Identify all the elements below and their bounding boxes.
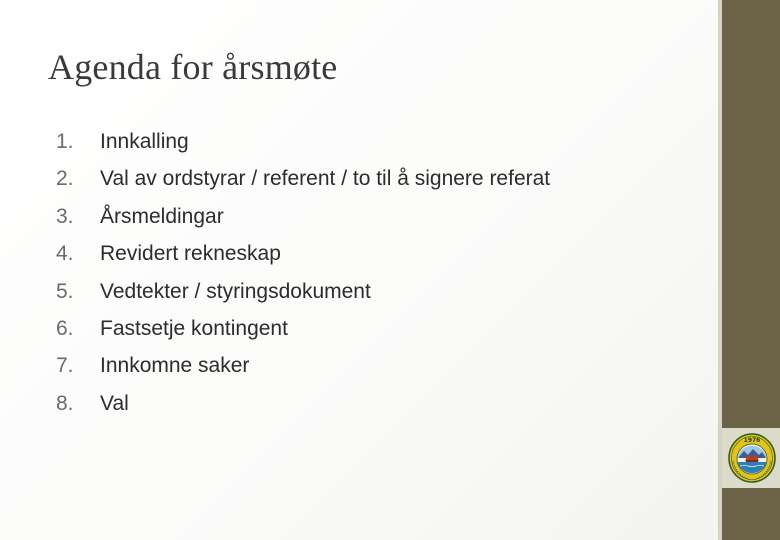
- agenda-item-3: [56, 205, 550, 242]
- agenda-item-5: [56, 280, 550, 317]
- agenda-item-number: 6.: [56, 316, 74, 340]
- agenda-item-number: 2.: [56, 167, 74, 191]
- agenda-item-number: 7.: [56, 354, 74, 378]
- agenda-item-7: [56, 354, 550, 391]
- agenda-item-text: Revidert rekneskap: [100, 242, 281, 266]
- agenda-item-4: [56, 242, 550, 279]
- agenda-item-8: [56, 392, 550, 429]
- agenda-item-text: Årsmeldingar: [100, 204, 224, 228]
- agenda-item-1: [56, 130, 550, 167]
- agenda-item-number: 4.: [56, 242, 74, 266]
- agenda-item-number: 1.: [56, 130, 74, 153]
- agenda-item-text: Innkomne saker: [100, 354, 250, 378]
- agenda-item-number: 3.: [56, 204, 74, 228]
- slide-title: Agenda for årsmøte: [48, 47, 338, 87]
- agenda-item-2: [56, 167, 550, 204]
- logo-year: 1976: [743, 437, 761, 444]
- agenda-item-number: 5.: [56, 279, 74, 303]
- agenda-item-number: 8.: [56, 391, 74, 415]
- club-emblem-logo-icon: [726, 431, 778, 485]
- agenda-list: [56, 130, 550, 429]
- agenda-item-text: Vedtekter / styringsdokument: [100, 279, 371, 303]
- agenda-item-text: Val av ordstyrar / referent / to til å signere referat: [100, 167, 551, 191]
- agenda-item-6: [56, 317, 550, 354]
- agenda-item-text: Fastsetje kontingent: [100, 316, 288, 340]
- agenda-item-text: Val: [100, 391, 129, 415]
- agenda-item-text: Innkalling: [100, 130, 189, 153]
